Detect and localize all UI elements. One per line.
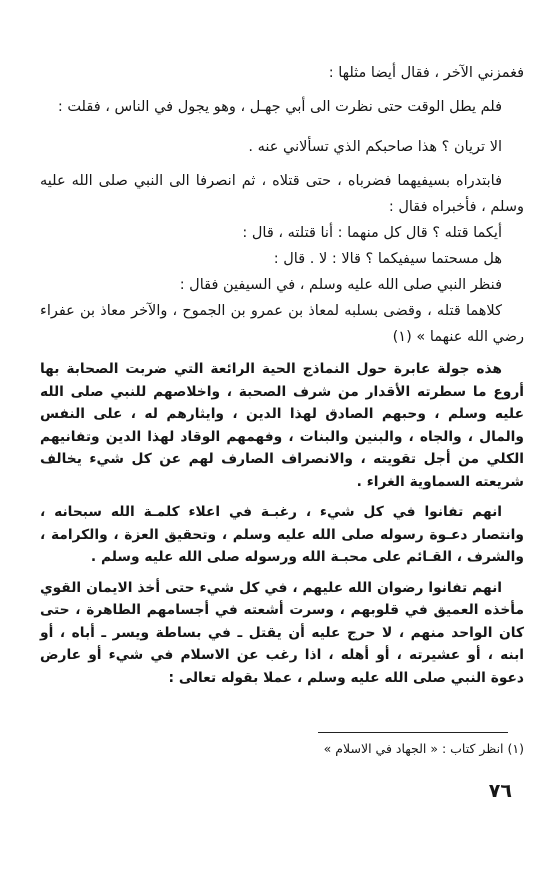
- paragraph-9: هذه جولة عابرة حول النماذج الحية الرائعة التي ضربت الصحابة بها أروع ما سطرته الأقدار من شرف الصحبة ، واخلاصهم للنبي صلى الله عليه وسلم ، وحبهم الصادق لهذا الدين ، وايثارهم له ، على النفس والمال ، والجاه ، والبنين والبنات ، وفهمهم الوقاد لهذا الدين وتفانيهم الكلي من أجل تقويته ، والانصراف الصارف لهم عن كل شيء يخالف شريعته السماوية الغراء .: [40, 361, 524, 490]
- footnote-divider: [318, 732, 508, 733]
- page-number: ٧٦: [488, 780, 512, 802]
- paragraph-5: أيكما قتله ؟ قال كل منهما : أنا قتلته ، قال :: [242, 225, 502, 241]
- paragraph-7: فنظر النبي صلى الله عليه وسلم ، في السيفين فقال :: [179, 277, 502, 293]
- page-body: [40, 60, 524, 689]
- paragraph-6: هل مسحتما سيفيكما ؟ قالا : لا . قال :: [273, 251, 502, 267]
- paragraph-1: فغمزني الآخر ، فقال أيضا مثلها :: [328, 65, 524, 81]
- paragraph-3: الا تريان ؟ هذا صاحبكم الذي تسألاني عنه .: [248, 139, 502, 155]
- footnote: (١) انظر كتاب : « الجهاد في الاسلام »: [323, 741, 524, 756]
- paragraph-11: انهم تفانوا رضوان الله عليهم ، في كل شيء حتى أخذ الايمان القوي مأخذه العميق في قلوبهم ، وسرت أشعته في أجسامهم الطاهرة ، حتى كان الواحد منهم ، لا حرج عليه أن يقتل ـ في بساطة ويسر ـ أباه ، أو ابنه ، أو عشيرته ، أو أهله ، اذا رغب عن الاسلام في شيء أو عارض دعوة النبي صلى الله عليه وسلم ، عملا بقوله تعالى :: [40, 579, 524, 686]
- paragraph-8: كلاهما قتله ، وقضى بسلبه لمعاذ بن عمرو بن الجموح ، والآخر معاذ بن عفراء رضي الله عنهما » (١): [40, 303, 524, 345]
- paragraph-2: فلم يطل الوقت حتى نظرت الى أبي جهـل ، وهو يجول في الناس ، فقلت :: [57, 99, 502, 115]
- paragraph-4: فابتدراه بسيفيهما فضرباه ، حتى قتلاه ، ثم انصرفا الى النبي صلى الله عليه وسلم ، فأخبراه فقال :: [40, 173, 524, 215]
- paragraph-10: انهم تفانوا في كل شيء ، رغبـة في اعلاء كلمـة الله سبحانه ، وانتصار دعـوة رسوله صلى الله عليه وسلم ، وتحقيق العزة ، والكرامة ، والشرف ، القـائم على محبـة الله ورسوله صلى الله عليه وسلم .: [40, 504, 524, 565]
